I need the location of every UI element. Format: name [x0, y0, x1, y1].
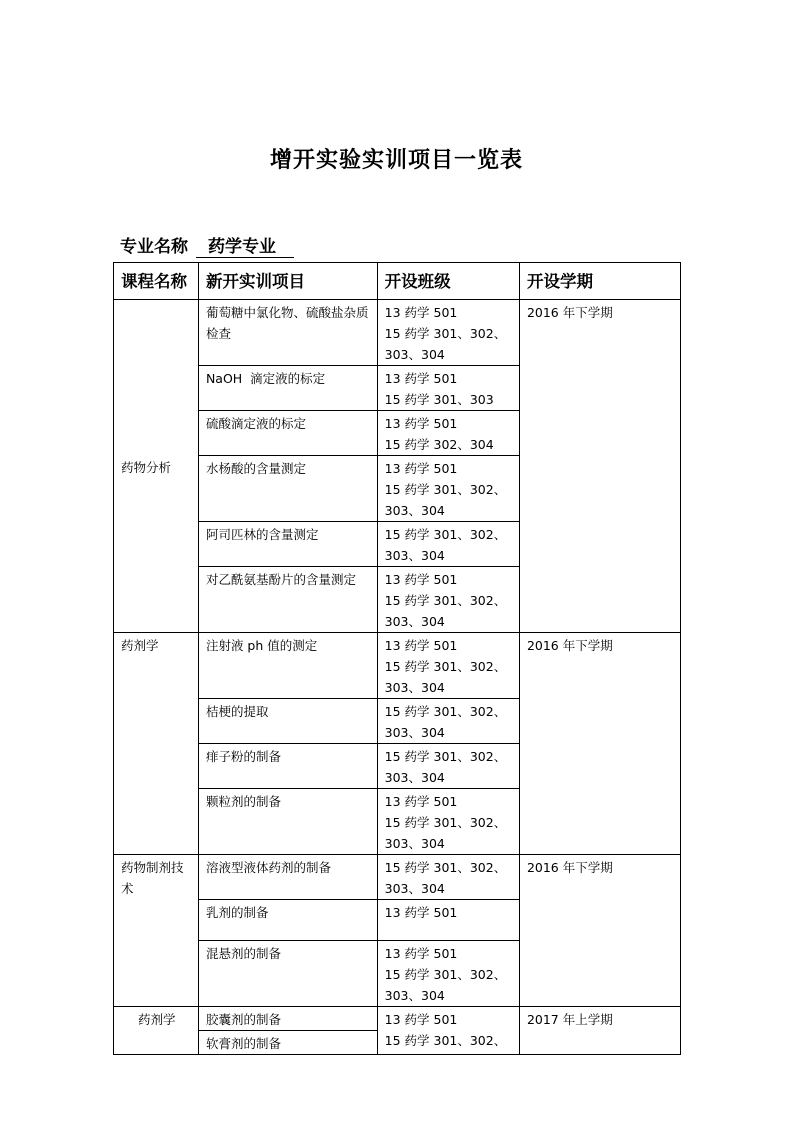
classes-cell	[377, 366, 519, 411]
project-cell: 胶囊剂的制备	[198, 1007, 377, 1031]
class-line: 15 药学 301、302、	[384, 482, 507, 497]
classes-cell	[377, 789, 519, 855]
class-line: 303、304	[384, 614, 445, 629]
table-row	[114, 855, 681, 900]
class-line: 13 药学 501	[384, 305, 458, 320]
classes-cell	[377, 855, 519, 900]
class-line: 15 药学 301、303	[384, 392, 494, 407]
header-classes: 开设班级	[377, 263, 519, 300]
class-line: 303、304	[384, 836, 445, 851]
course-cell: 药剂学	[114, 633, 199, 855]
project-cell: 混悬剂的制备	[198, 941, 377, 1007]
project-cell: 桔梗的提取	[198, 699, 377, 744]
project-cell: 水杨酸的含量测定	[198, 456, 377, 522]
class-line: 15 药学 301、302、	[384, 593, 507, 608]
course-cell: 药剂学	[114, 1007, 199, 1055]
project-cell: 软膏剂的制备	[198, 1031, 377, 1055]
classes-cell	[377, 699, 519, 744]
course-cell: 药物制剂技术	[114, 855, 199, 1007]
class-line: 15 药学 301、302、	[384, 815, 507, 830]
project-cell: 痱子粉的制备	[198, 744, 377, 789]
project-cell: 对乙酰氨基酚片的含量测定	[198, 567, 377, 633]
table-row	[114, 1007, 681, 1031]
table-header-row	[114, 263, 681, 300]
class-line: 15 药学 301、302、	[384, 967, 507, 982]
project-cell: 硫酸滴定液的标定	[198, 411, 377, 456]
class-line: 15 药学 301、302、	[384, 1033, 507, 1048]
term-cell: 2016 年下学期	[519, 633, 680, 855]
class-line: 13 药学 501	[384, 461, 458, 476]
class-line: 15 药学 301、302、	[384, 860, 507, 875]
page-title: 增开实验实训项目一览表	[269, 148, 523, 173]
term-cell: 2017 年上学期	[519, 1007, 680, 1055]
class-line: 13 药学 501	[384, 371, 458, 386]
classes-cell	[377, 456, 519, 522]
class-line: 13 药学 501	[384, 1012, 458, 1027]
term-cell: 2016 年下学期	[519, 855, 680, 1007]
classes-cell	[377, 300, 519, 366]
class-line: 15 药学 301、302、	[384, 527, 507, 542]
header-project: 新开实训项目	[198, 263, 377, 300]
classes-cell	[377, 1007, 519, 1055]
table-row	[114, 633, 681, 699]
classes-cell	[377, 900, 519, 941]
classes-cell	[377, 411, 519, 456]
class-line: 13 药学 501	[384, 905, 458, 920]
project-cell: 乳剂的制备	[198, 900, 377, 941]
header-course: 课程名称	[114, 263, 199, 300]
class-line: 303、304	[384, 347, 445, 362]
class-line: 13 药学 501	[384, 794, 458, 809]
project-cell: 葡萄糖中氯化物、硫酸盐杂质检查	[198, 300, 377, 366]
project-table	[113, 262, 681, 1055]
class-line: 13 药学 501	[384, 946, 458, 961]
header-term: 开设学期	[519, 263, 680, 300]
project-cell: 阿司匹林的含量测定	[198, 522, 377, 567]
project-cell: 注射液 ph 值的测定	[198, 633, 377, 699]
class-line: 15 药学 301、302、	[384, 659, 507, 674]
class-line: 303、304	[384, 770, 445, 785]
class-line: 303、304	[384, 988, 445, 1003]
class-line: 303、304	[384, 680, 445, 695]
classes-cell	[377, 522, 519, 567]
major-label: 专业名称	[120, 237, 188, 257]
classes-cell	[377, 941, 519, 1007]
class-line: 13 药学 501	[384, 416, 458, 431]
class-line: 15 药学 302、304	[384, 437, 494, 452]
course-cell: 药物分析	[114, 300, 199, 633]
major-line	[120, 232, 294, 258]
class-line: 15 药学 301、302、	[384, 326, 507, 341]
term-cell: 2016 年下学期	[519, 300, 680, 633]
classes-cell	[377, 633, 519, 699]
class-line: 13 药学 501	[384, 572, 458, 587]
classes-cell	[377, 744, 519, 789]
class-line: 15 药学 301、302、	[384, 704, 507, 719]
class-line: 303、304	[384, 881, 445, 896]
project-cell: 溶液型液体药剂的制备	[198, 855, 377, 900]
class-line: 303、304	[384, 725, 445, 740]
table-row	[114, 300, 681, 366]
class-line: 13 药学 501	[384, 638, 458, 653]
major-value: 药学专业	[196, 232, 294, 258]
project-cell: NaOH 滴定液的标定	[198, 366, 377, 411]
project-cell: 颗粒剂的制备	[198, 789, 377, 855]
classes-cell	[377, 567, 519, 633]
class-line: 303、304	[384, 503, 445, 518]
class-line: 15 药学 301、302、	[384, 749, 507, 764]
class-line: 303、304	[384, 548, 445, 563]
